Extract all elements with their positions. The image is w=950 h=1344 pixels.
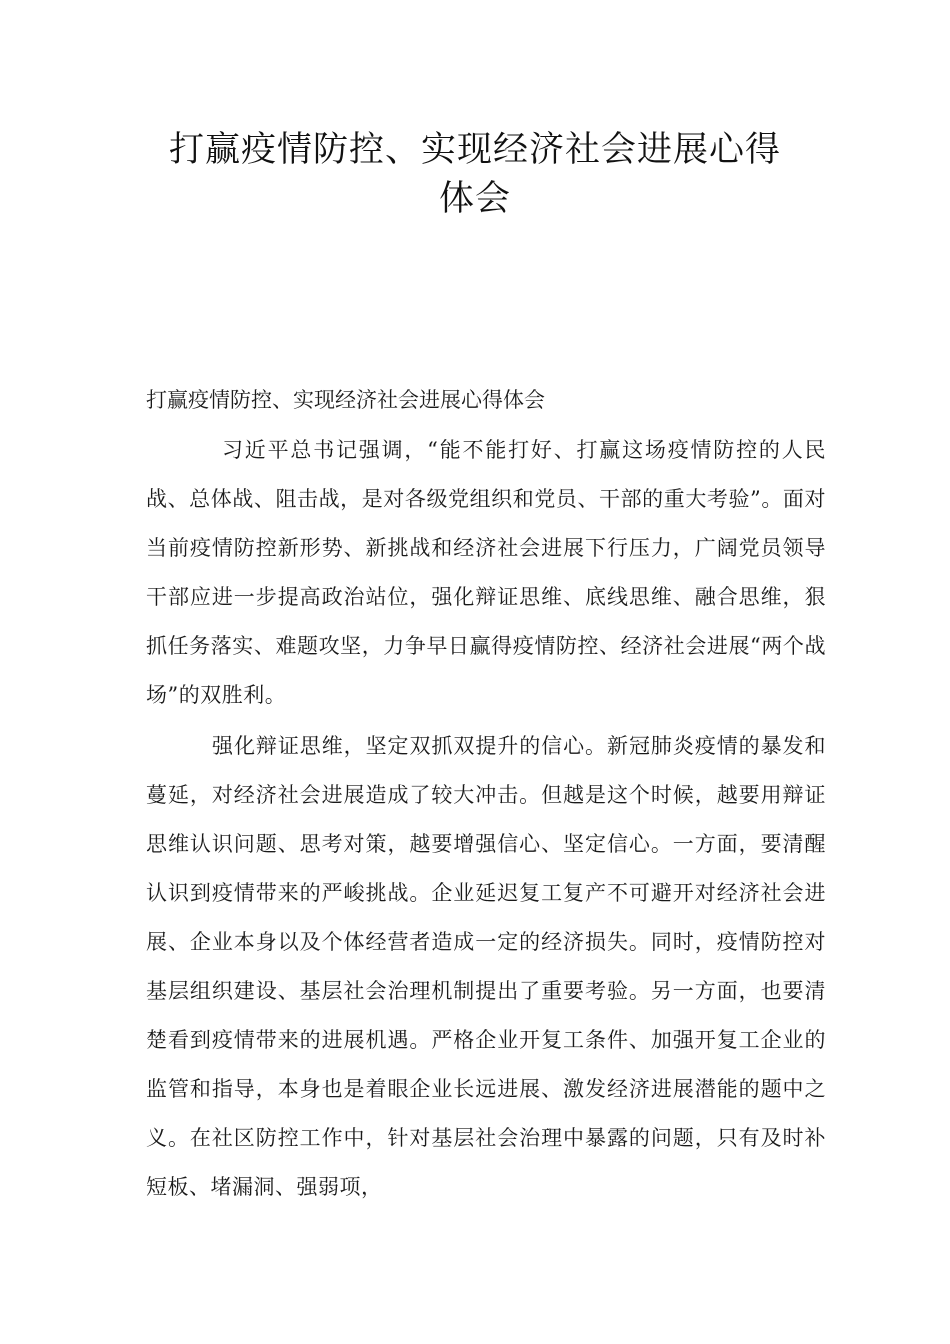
title-line-1: 打赢疫情防控、实现经济社会进展心得 (168, 130, 781, 170)
document-subtitle: 打赢疫情防控、实现经济社会进展心得体会 (146, 388, 545, 412)
paragraph-2: 强化辩证思维，坚定双抓双提升的信心。新冠肺炎疫情的暴发和蔓延，对经济社会进展造成了较大冲击。但越是这个时候，越要用辩证思维认识问题、思考对策，越要增强信心、坚定信心。一方面，要清醒认识到疫情带来的严峻挑战。企业延迟复工复产不可避开对经济社会进展、企业本身以及个体经营者造成一定的经济损失。同时，疫情防控对基层组织建设、基层社会治理机制提出了重要考验。另一方面，也要清楚看到疫情带来的进展机遇。严格企业开复工条件、加强开复工企业的监管和指导，本身也是着眼企业长远进展、激发经济进展潜能的题中之义。在社区防控工作中，针对基层社会治理中暴露的问题，只有及时补短板、堵漏洞、强弱项， (146, 734, 826, 1199)
title-line-2: 体会 (438, 179, 511, 219)
paragraph-1: 习近平总书记强调，“能不能打好、打赢这场疫情防控的人民战、总体战、阻击战，是对各级党组织和党员、干部的重大考验”。面对当前疫情防控新形势、新挑战和经济社会进展下行压力，广阔党员领导干部应进一步提高政治站位，强化辩证思维、底线思维、融合思维，狠抓任务落实、难题攻坚，力争早日赢得疫情防控、经济社会进展“两个战场”的双胜利。 (146, 438, 826, 707)
document-title (120, 126, 830, 224)
